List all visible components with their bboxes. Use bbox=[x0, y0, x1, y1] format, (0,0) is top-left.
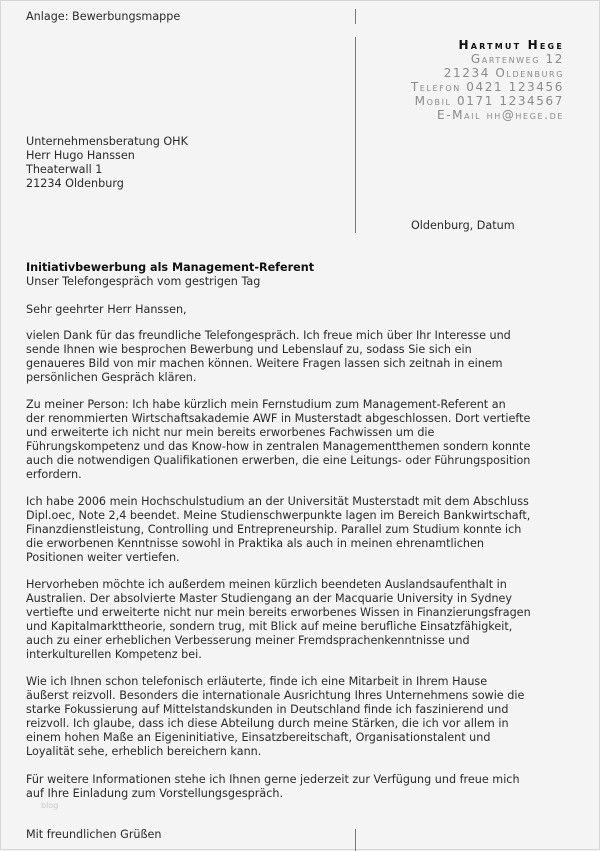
paragraph-line: der renommierten Wirtschaftsakademie AWF in Musterstadt abgeschlossen. Dort vertiefte bbox=[26, 412, 531, 426]
place-date: Oldenburg, Datum bbox=[411, 219, 515, 232]
paragraph-line: erfordern. bbox=[26, 468, 82, 482]
paragraph-line: Führungskompetenz und das Know-how in zentralen Managementthemen sondern konnte bbox=[26, 440, 531, 454]
paragraph-line: und Kapitalmarkttheorie, sondern trug, mit Blick auf meine berufliche Einsatzfähigkeit, bbox=[26, 620, 513, 634]
paragraph-line: vielen Dank für das freundliche Telefongespräch. Ich freue mich über Ihr Interesse und bbox=[26, 329, 511, 342]
fold-mark-top bbox=[355, 9, 356, 24]
fold-mark-bottom bbox=[355, 829, 356, 851]
paragraph-line: Für weitere Informationen stehe ich Ihnen gerne jederzeit zur Verfügung und freue mich bbox=[26, 773, 520, 786]
paragraph-line: reizvoll. Ich glaube, dass ich diese Abteilung durch meine Stärken, die ich vor allem in bbox=[26, 717, 509, 731]
attachment-note: Anlage: Bewerbungsmappe bbox=[26, 10, 181, 23]
paragraph-line: Ich habe 2006 mein Hochschulstudium an der Universität Musterstadt mit dem Abschluss bbox=[26, 495, 529, 508]
paragraph-line: Australien. Der absolvierte Master Studiengang an der Macquarie University in Sydney bbox=[26, 592, 513, 606]
paragraph-line: persönlichen Gespräch klären. bbox=[26, 371, 197, 385]
paragraph-line: Finanzdienstleistung, Controlling und Entrepreneurship. Parallel zum Studium konnte ich bbox=[26, 523, 522, 537]
recipient-company: Unternehmensberatung OHK bbox=[26, 135, 188, 148]
sender-email: E-Mail hh@hege.de bbox=[437, 108, 564, 122]
paragraph-line: starke Fokussierung auf Mittelstandskunden in Deutschland finde ich faszinierend und bbox=[26, 703, 509, 717]
sender-name: Hartmut Hege bbox=[458, 38, 564, 52]
paragraph-line: Wie ich Ihnen schon telefonisch erläuterte, finde ich eine Mitarbeit in Ihrem Hause bbox=[26, 675, 488, 688]
paragraph-5 bbox=[26, 675, 566, 760]
paragraph-line: genaueres Bild von mir machen können. Weitere Fragen lassen sich zeitnah in einem bbox=[26, 357, 503, 371]
paragraph-line: vertiefte und erweiterte nicht nur mein bereits erworbenes Wissen in Finanzierungsfragen bbox=[26, 606, 531, 620]
reference-line: Unser Telefongespräch vom gestrigen Tag bbox=[26, 275, 261, 289]
paragraph-line: äußerst reizvoll. Besonders die internationale Ausrichtung Ihres Unternehmens sowie die bbox=[26, 689, 525, 703]
paragraph-line: auf Ihre Einladung zum Vorstellungsgespräch. bbox=[26, 787, 284, 801]
recipient-address bbox=[26, 135, 566, 191]
subject-line: Initiativbewerbung als Management-Referent bbox=[26, 261, 315, 274]
paragraph-line: einem hohen Maße an Eigeninitiative, Einsatzbereitschaft, Organisationstalent und bbox=[26, 731, 491, 745]
sender-street: Gartenweg 12 bbox=[470, 52, 564, 66]
recipient-city: 21234 Oldenburg bbox=[26, 177, 124, 191]
subject-block bbox=[26, 261, 566, 289]
paragraph-line: und erweiterte ich nicht nur mein bereits erworbenes Fachwissen um die bbox=[26, 426, 435, 440]
paragraph-line: Zu meiner Person: Ich habe kürzlich mein Fernstudium zum Management-Referent an bbox=[26, 398, 506, 411]
sender-block bbox=[411, 38, 564, 122]
paragraph-3 bbox=[26, 495, 566, 565]
paragraph-line: die erworbenen Kenntnisse sowohl in Praktika als auch in meinen ehrenamtlichen bbox=[26, 537, 484, 551]
paragraph-line: auch die notwendigen Qualifikationen erwerben, die eine Leitungs- oder Führungsposition bbox=[26, 454, 531, 468]
paragraph-line: Dipl.oec, Note 2,4 beendet. Meine Studienschwerpunkte lagen im Bereich Bankwirtschaft, bbox=[26, 509, 531, 523]
recipient-person: Herr Hugo Hanssen bbox=[26, 149, 135, 163]
paragraph-line: sende Ihnen wie besprochen Bewerbung und Lebenslauf zu, sodass Sie sich ein bbox=[26, 343, 472, 357]
recipient-street: Theaterwall 1 bbox=[26, 163, 103, 177]
paragraph-line: Hervorheben möchte ich außerdem meinen kürzlich beendeten Auslandsaufenthalt in bbox=[26, 578, 507, 591]
paragraph-4 bbox=[26, 578, 566, 663]
paragraph-line: interkulturellen Kompetenz bei. bbox=[26, 648, 202, 662]
paragraph-line: auch zu einer erheblichen Verbesserung meiner Fremdsprachenkenntnisse und bbox=[26, 634, 470, 648]
paragraph-line: Loyalität sehe, erheblich bereichern kann. bbox=[26, 745, 262, 759]
paragraph-line: Positionen weiter vertiefen. bbox=[26, 551, 180, 565]
closing: Mit freundlichen Grüßen bbox=[26, 828, 162, 841]
sender-city: 21234 Oldenburg bbox=[443, 66, 564, 80]
sender-phone: Telefon 0421 123456 bbox=[410, 80, 564, 94]
paragraph-1 bbox=[26, 329, 566, 385]
sender-mobile: Mobil 0171 1234567 bbox=[414, 94, 564, 108]
watermark: blog bbox=[41, 801, 59, 810]
paragraph-2 bbox=[26, 398, 566, 483]
paragraph-6 bbox=[26, 773, 566, 801]
salutation: Sehr geehrter Herr Hanssen, bbox=[26, 303, 187, 316]
